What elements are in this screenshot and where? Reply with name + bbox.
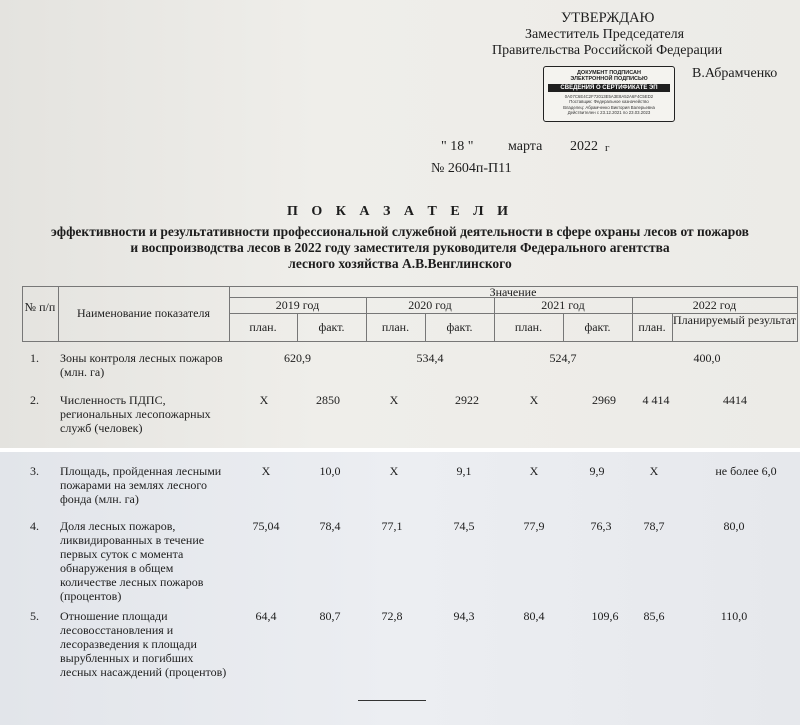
- year-header-2019: 2019 год: [275, 298, 320, 312]
- closing-line: [358, 700, 426, 701]
- row3-number: 3.: [30, 464, 39, 478]
- row3-fact-2019: 10,0: [319, 464, 341, 478]
- sub-fact-2021: факт.: [584, 320, 611, 334]
- stamp-cert: 0A07C6E4C2F72013E5A3E8A52A6F4C5ED2: [564, 94, 654, 99]
- col-header-number: № п/п: [24, 300, 56, 314]
- row3-name: Площадь, пройденная лесными пожарами на землях лесного фонда (млн. га): [60, 464, 222, 506]
- e-signature-stamp: [543, 66, 675, 122]
- row3-plan-2019: Х: [261, 464, 271, 478]
- row2-fact-2021: 2969: [592, 393, 616, 407]
- col-header-value: Значение: [489, 285, 537, 299]
- row2-number: 2.: [30, 393, 39, 407]
- approver-position-line1: Заместитель Председателя: [525, 27, 685, 42]
- row4-fact-2019: 78,4: [319, 519, 341, 533]
- row3-result-2022: не более 6,0: [715, 464, 777, 478]
- row2-fact-2019: 2850: [316, 393, 340, 407]
- row4-name: Доля лесных пожаров, ликвидированных в течение первых суток с момента обнаружения в общем количестве лесных пожаров (процентов): [60, 519, 205, 603]
- stamp-valid: Действителен с 23.12.2021 по 23.03.2023: [567, 110, 651, 116]
- stamp-issuer: Поставщик: Федеральное казначейство: [569, 99, 649, 105]
- row2-plan-2022: 4 414: [642, 393, 670, 407]
- document-heading: П О К А З А Т Е Л И: [286, 204, 514, 219]
- row3-plan-2022: Х: [649, 464, 659, 478]
- row5-name: Отношение площади лесовосстановления и лесоразведения к площади вырубленных и погибших лесных насаждений (процентов): [60, 609, 227, 679]
- row4-plan-2019: 75,04: [252, 519, 280, 533]
- approver-position-line2: Правительства Российской Федерации: [492, 43, 723, 58]
- row3-fact-2021: 9,9: [589, 464, 605, 478]
- row1-value-2019: 620,9: [284, 351, 311, 365]
- row3-fact-2020: 9,1: [456, 464, 472, 478]
- stamp-line2: ЭЛЕКТРОННОЙ ПОДПИСЬЮ: [570, 76, 648, 82]
- approve-word: УТВЕРЖДАЮ: [561, 10, 655, 26]
- row1-value-2020: 534,4: [416, 351, 444, 365]
- row1-value-2021: 524,7: [549, 351, 577, 365]
- row4-plan-2022: 78,7: [643, 519, 665, 533]
- stamp-line1: ДОКУМЕНТ ПОДПИСАН: [577, 70, 641, 76]
- row5-fact-2019: 80,7: [319, 609, 341, 623]
- row5-fact-2021: 109,6: [591, 609, 619, 623]
- stamp-bar: СВЕДЕНИЯ О СЕРТИФИКАТЕ ЭП: [548, 84, 670, 92]
- row3-plan-2021: Х: [529, 464, 539, 478]
- row2-fact-2020: 2922: [455, 393, 479, 407]
- stamp-owner: Владелец: Абрамченко Виктория Валерьевна: [563, 104, 655, 110]
- row5-fact-2020: 94,3: [453, 609, 475, 623]
- row5-number: 5.: [30, 609, 39, 623]
- row1-value-2022: 400,0: [693, 351, 721, 365]
- row1-name: Зоны контроля лесных пожаров (млн. га): [60, 351, 223, 379]
- row2-plan-2019: Х: [259, 393, 269, 407]
- row5-plan-2019: 64,4: [255, 609, 277, 623]
- row4-plan-2020: 77,1: [381, 519, 403, 533]
- row4-plan-2021: 77,9: [523, 519, 545, 533]
- sub-planned-result-2022: Планируемый результат: [673, 313, 796, 327]
- row1-number: 1.: [30, 351, 39, 365]
- document-number: № 2604п-П11: [431, 161, 512, 176]
- sub-fact-2019: факт.: [318, 320, 345, 334]
- year-header-2022: 2022 год: [692, 298, 737, 312]
- row2-plan-2021: Х: [529, 393, 539, 407]
- year-header-2021: 2021 год: [541, 298, 585, 312]
- row5-plan-2020: 72,8: [381, 609, 403, 623]
- row3-plan-2020: Х: [389, 464, 399, 478]
- title-line3: лесного хозяйства А.В.Венглинского: [288, 256, 512, 271]
- row2-name: Численность ПДПС, региональных лесопожарных служб (человек): [60, 393, 211, 435]
- row5-plan-2022: 85,6: [643, 609, 665, 623]
- sub-plan-2021: план.: [514, 320, 543, 334]
- sub-plan-2022: план.: [638, 320, 666, 334]
- title-line1: эффективности и результативности профессиональной служебной деятельности в сфере охраны лесов от пожаров: [51, 224, 749, 239]
- sub-plan-2020: план.: [381, 320, 410, 334]
- row2-plan-2020: Х: [389, 393, 399, 407]
- col-header-name: Наименование показателя: [77, 306, 210, 320]
- date-day: " 18 ": [441, 139, 474, 154]
- row4-fact-2020: 74,5: [453, 519, 475, 533]
- row2-result-2022: 4414: [723, 393, 747, 407]
- signer-name: В.Абрамченко: [692, 66, 778, 81]
- title-line2: и воспроизводства лесов в 2022 году заместителя руководителя Федерального агентства: [130, 240, 670, 255]
- date-year: 2022: [570, 139, 598, 154]
- date-month: марта: [508, 139, 543, 154]
- row5-result-2022: 110,0: [720, 609, 748, 623]
- sub-plan-2019: план.: [249, 320, 277, 334]
- sub-fact-2020: факт.: [446, 320, 473, 334]
- year-header-2020: 2020 год: [408, 298, 452, 312]
- row4-fact-2021: 76,3: [590, 519, 612, 533]
- date-year-suffix: г: [605, 142, 610, 154]
- row4-result-2022: 80,0: [723, 519, 745, 533]
- row5-plan-2021: 80,4: [523, 609, 545, 623]
- row4-number: 4.: [30, 519, 39, 533]
